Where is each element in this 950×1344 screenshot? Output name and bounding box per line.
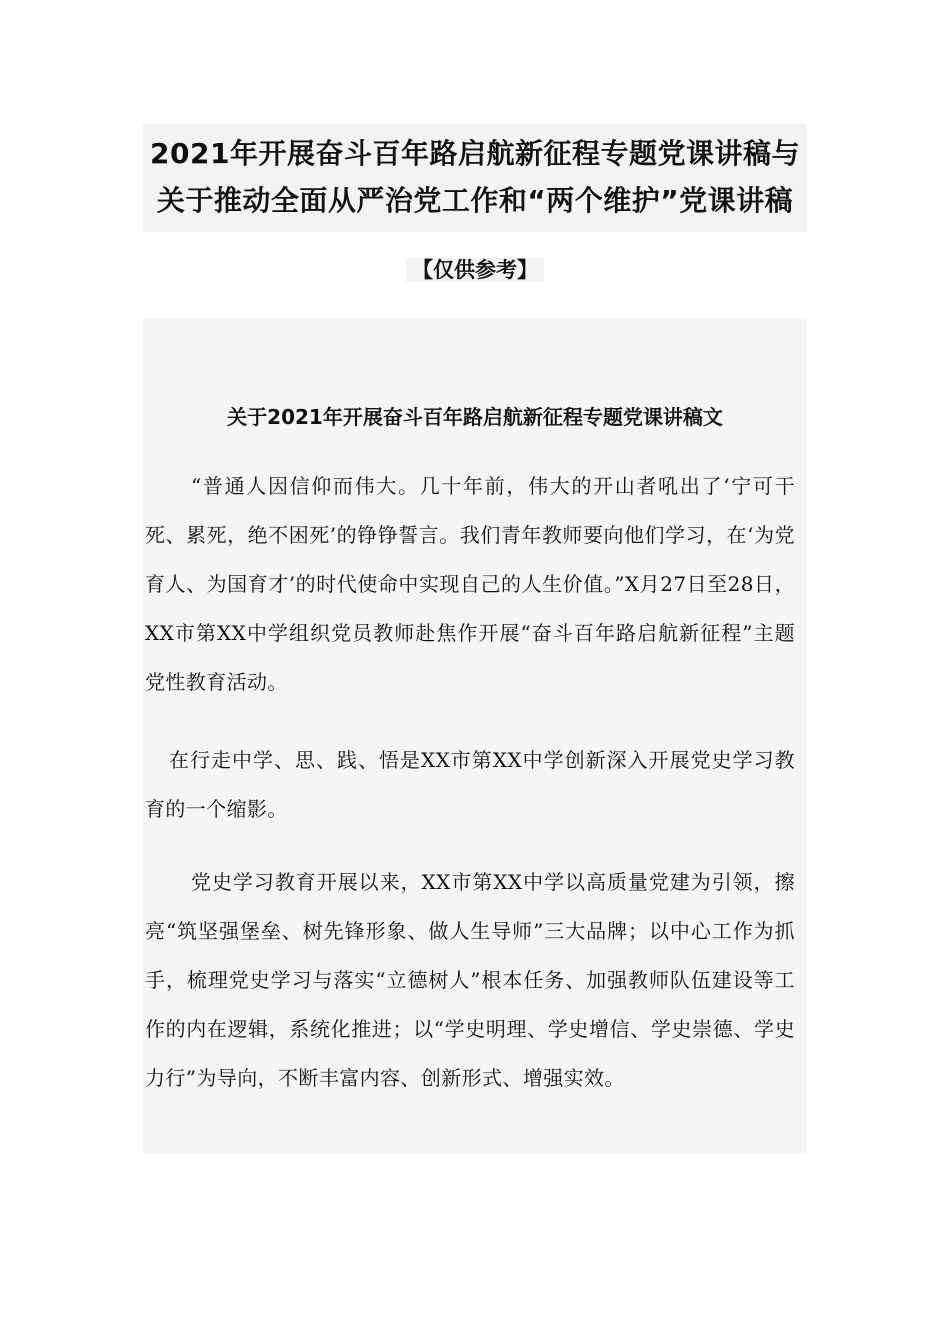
article-body: [143, 318, 807, 1154]
paragraph-2: 在行走中学、思、践、悟是XX市第XX中学创新深入开展党史学习教育的一个缩影。: [145, 748, 795, 821]
article-heading: 关于2021年开展奋斗百年路启航新征程专题党课讲稿文: [227, 405, 723, 429]
document-title-line-1: 2021年开展奋斗百年路启航新征程专题党课讲稿与: [150, 137, 800, 170]
reference-note-text: 【仅供参考】: [406, 258, 544, 282]
document-title: [143, 124, 807, 232]
paragraph-3: 党史学习教育开展以来，XX市第XX中学以高质量党建为引领，擦亮“筑坚强堡垒、树先锋形象、做人生导师”三大品牌；以中心工作为抓手，梳理党史学习与落实“立德树人”根本任务、加强教师队伍建设等工作的内在逻辑，系统化推进；以“学史明理、学史增信、学史崇德、学史力行”为导向，不断丰富内容、创新形式、增强实效。: [145, 870, 795, 1090]
document-title-line-2: 关于推动全面从严治党工作和“两个维护”党课讲稿: [156, 184, 794, 217]
reference-note: [0, 254, 950, 286]
paragraph-1: “普通人因信仰而伟大。几十年前，伟大的开山者吼出了‘宁可干死、累死，绝不困死’的铮铮誓言。我们青年教师要向他们学习，在‘为党育人、为国育才’的时代使命中实现自己的人生价值。”X月27日至28日，XX市第XX中学组织党员教师赴焦作开展“奋斗百年路启航新征程”主题党性教育活动。: [145, 474, 795, 694]
